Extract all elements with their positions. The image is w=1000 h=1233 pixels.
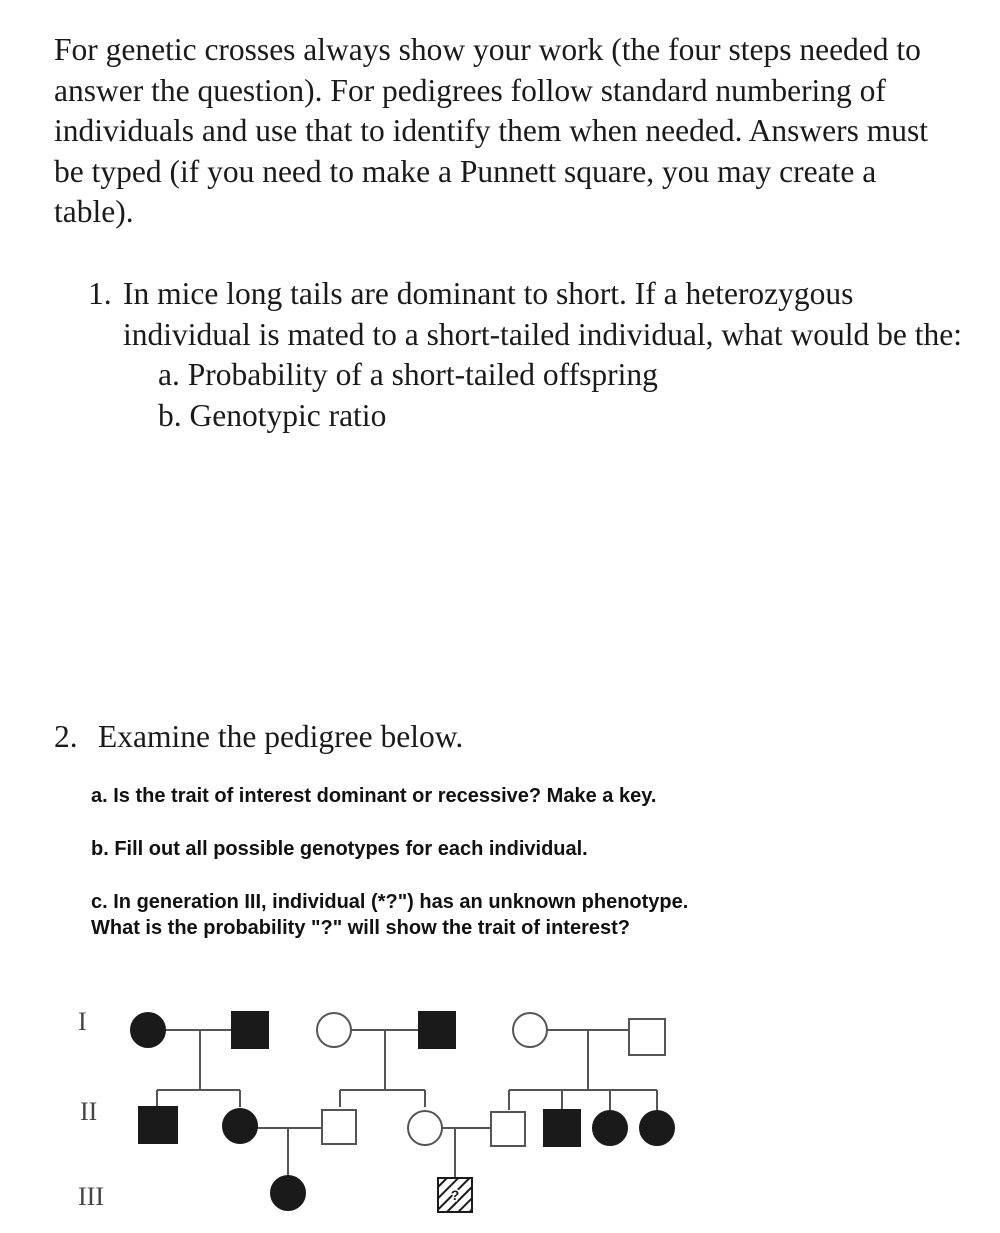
pedigree-chart bbox=[0, 990, 1000, 1230]
individual-II-5-unaffected-male bbox=[491, 1112, 525, 1146]
question-2-part-c-line1: c. In generation III, individual (*?") has an unknown phenotype. bbox=[91, 891, 689, 913]
unknown-phenotype-mark: ? bbox=[450, 1187, 460, 1203]
individual-II-7-affected-female bbox=[593, 1111, 627, 1145]
individual-III-1-affected-female bbox=[271, 1176, 305, 1210]
individual-II-8-affected-female bbox=[640, 1111, 674, 1145]
individual-II-6-affected-male bbox=[544, 1110, 580, 1146]
individual-II-1-affected-male bbox=[139, 1107, 177, 1143]
individual-I-3-unaffected-female bbox=[317, 1013, 351, 1047]
question-2-part-a: a. Is the trait of interest dominant or recessive? Make a key. bbox=[91, 785, 657, 807]
question-1-item-b: b. Genotypic ratio bbox=[158, 397, 387, 433]
question-1-number: 1. bbox=[88, 276, 112, 311]
question-1-item-a: a. Probability of a short-tailed offspring bbox=[158, 357, 658, 392]
question-1-text: In mice long tails are dominant to short. If a heterozygous individual is mated to a short-tailed individual, what would be the: bbox=[123, 276, 962, 352]
individual-II-3-unaffected-male bbox=[322, 1110, 356, 1144]
generation-label-2: II bbox=[80, 1097, 98, 1126]
individual-I-6-unaffected-male bbox=[629, 1019, 665, 1055]
individual-I-5-unaffected-female bbox=[513, 1013, 547, 1047]
question-1 bbox=[88, 274, 968, 436]
question-2-text: Examine the pedigree below. bbox=[98, 719, 464, 754]
individual-II-2-affected-female bbox=[223, 1109, 257, 1143]
individual-II-4-unaffected-female bbox=[408, 1111, 442, 1145]
instructions-paragraph: For genetic crosses always show your work (the four steps needed to answer the question). For pedigrees follow standard numbering of individuals and use that to identify them when needed. Answers must be typed (if you need to make a Punnett square, you may create a table). bbox=[54, 32, 928, 229]
question-2-heading bbox=[54, 717, 463, 757]
question-2-number: 2. bbox=[54, 719, 78, 754]
generation-label-1: I bbox=[78, 1007, 87, 1036]
question-2-part-b: b. Fill out all possible genotypes for each individual. bbox=[91, 838, 588, 860]
individual-I-2-affected-male bbox=[232, 1012, 268, 1048]
question-2-part-c-line2: What is the probability "?" will show the trait of interest? bbox=[91, 917, 630, 939]
generation-label-3: III bbox=[78, 1182, 104, 1211]
pedigree-lines bbox=[157, 1030, 657, 1178]
individual-I-4-affected-male bbox=[419, 1012, 455, 1048]
individual-I-1-affected-female bbox=[131, 1013, 165, 1047]
